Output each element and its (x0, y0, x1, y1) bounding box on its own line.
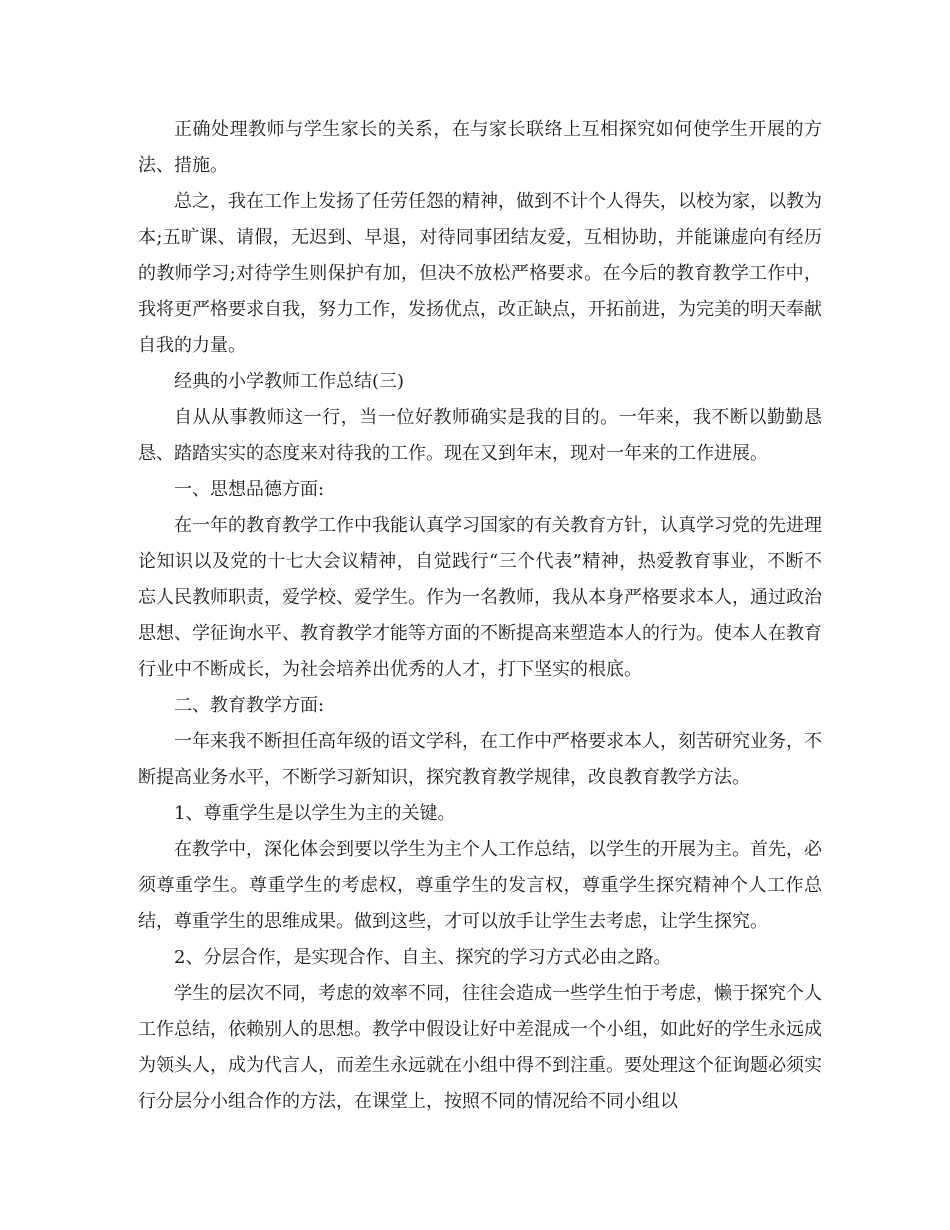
heading-teaching: 二、教育教学方面: (174, 695, 325, 716)
paragraph-teaching: 一年来我不断担任高年级的语文学科，在工作中严格要求本人，刻苦研究业务，不断提高业务水平，不断学习新知识，探究教育教学规律，改良教育教学方法。 (138, 731, 822, 788)
paragraph-respect: 在教学中，深化体会到要以学生为主个人工作总结，以学生的开展为主。首先，必须尊重学生。尊重学生的考虑权，尊重学生的发言权，尊重学生探究精神个人工作总结，尊重学生的思维成果。做到这些，才可以放手让学生去考虑，让学生探究。 (138, 839, 822, 932)
section-title: 经典的小学教师工作总结(三) (174, 371, 405, 392)
subheading-respect: 1、尊重学生是以学生为主的关键。 (174, 803, 456, 824)
paragraph-parent-contact: 正确处理教师与学生家长的关系，在与家长联络上互相探究如何使学生开展的方法、措施。 (138, 119, 822, 176)
paragraph-intro: 自从从事教师这一行，当一位好教师确实是我的目的。一年来，我不断以勤勤恳恳、踏踏实实的态度来对待我的工作。现在又到年末，现对一年来的工作进展。 (138, 407, 822, 464)
paragraph-summary: 总之，我在工作上发扬了任劳任怨的精神，做到不计个人得失，以校为家，以教为本;五旷课、请假，无迟到、早退，对待同事团结友爱，互相协助，并能谦虚向有经历的教师学习;对待学生则保护有加，但决不放松严格要求。在今后的教育教学工作中，我将更严格要求自我，努力工作，发扬优点，改正缺点，开拓前进，为完美的明天奉献自我的力量。 (138, 191, 822, 356)
paragraph-cooperation: 学生的层次不同，考虑的效率不同，往往会造成一些学生怕于考虑，懒于探究个人工作总结，依赖别人的思想。教学中假设让好中差混成一个小组，如此好的学生永远成为领头人，成为代言人，而差生永远就在小组中得不到注重。要处理这个征询题必须实行分层分小组合作的方法，在课堂上，按照不同的情况给不同小组以 (138, 983, 822, 1112)
paragraph-moral: 在一年的教育教学工作中我能认真学习国家的有关教育方针，认真学习党的先进理论知识以及党的十七大会议精神，自觉践行“三个代表”精神，热爱教育事业，不断不忘人民教师职责，爱学校、爱学生。作为一名教师，我从本身严格要求本人，通过政治思想、学征询水平、教育教学才能等方面的不断提高来塑造本人的行为。使本人在教育行业中不断成长，为社会培养出优秀的人才，打下坚实的根底。 (138, 515, 822, 680)
subheading-cooperation: 2、分层合作，是实现合作、自主、探究的学习方式必由之路。 (174, 947, 672, 968)
document-body (138, 112, 822, 1120)
heading-moral: 一、思想品德方面: (174, 479, 325, 500)
